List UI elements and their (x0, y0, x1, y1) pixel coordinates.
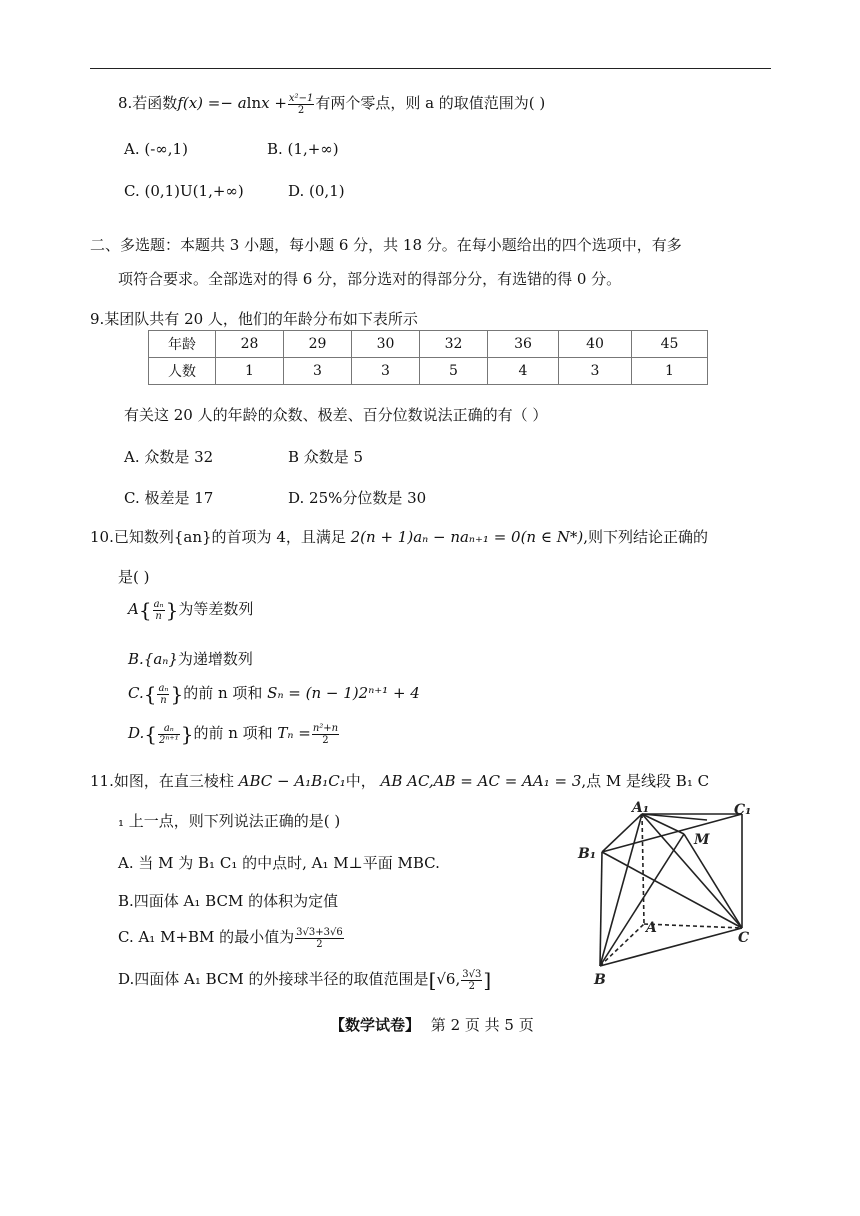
table-cell: 3 (284, 358, 352, 385)
table-cell: 4 (488, 358, 559, 385)
table-cell: 29 (284, 331, 352, 358)
label-m: M (694, 832, 710, 848)
q10-stem: 10.已知数列{an}的首项为 4，且满足 2(n + 1)aₙ − naₙ₊₁ = 0(n ∈ N*),则下列结论正确的 (90, 528, 708, 546)
q9-option-a: A. 众数是 32 (124, 448, 214, 466)
table-row (149, 358, 708, 385)
table-cell: 28 (216, 331, 284, 358)
table-cell: 36 (488, 331, 559, 358)
table-cell: 30 (352, 331, 420, 358)
q11-stem-end: ₁ 上一点，则下列说法正确的是( ) (118, 812, 341, 830)
q9-question: 有关这 20 人的年龄的众数、极差、百分位数说法正确的有（ ） (124, 406, 548, 424)
footer (330, 1014, 534, 1035)
age-distribution-table (148, 330, 708, 385)
label-a: A (646, 920, 657, 936)
section-2-line-2: 项符合要求。全部选对的得 6 分，部分选对的得部分分，有选错的得 0 分。 (118, 270, 622, 288)
table-cell: 32 (420, 331, 488, 358)
q8-option-a: A. (-∞,1) (124, 140, 188, 158)
q11-option-d: D.四面体 A₁ BCM 的外接球半径的取值范围是[√6, $\frac{3√3}{2}$ ] (118, 968, 492, 992)
table-row (149, 331, 708, 358)
q8-option-c: C. (0,1)U(1,+∞) (124, 182, 244, 200)
q11-option-c: C. A₁ M+BM 的最小值为 $\frac{3√3+3√6}{2}$ (118, 926, 343, 950)
table-cell: 45 (632, 331, 708, 358)
q11-stem: 11.如图，在直三棱柱 ABC − A₁B₁C₁中， AB AC,AB = AC = AA₁ = 3,点 M 是线段 B₁ C (90, 772, 710, 790)
q11-option-b: B.四面体 A₁ BCM 的体积为定值 (118, 892, 339, 910)
q9-option-b: B 众数是 5 (288, 448, 364, 466)
q10-option-a: A{ $\frac{\text{aₙ}}{n}$ }为等差数列 (128, 598, 254, 622)
label-b1: B₁ (578, 846, 596, 862)
q8-option-d: D. (0,1) (288, 182, 345, 200)
table-header-cell: 人数 (149, 358, 216, 385)
section-2-line-1: 二、多选题：本题共 3 小题，每小题 6 分，共 18 分。在每小题给出的四个选项中，有多 (90, 236, 682, 254)
q8-fraction: $\frac{\text{x²−1}}{2}$ (288, 92, 314, 116)
label-c1: C₁ (734, 802, 752, 818)
q8-stem: 8.若函数f(x) =− alnx + $\frac{\text{x²−1}}{2}$ 有两个零点，则 a 的取值范围为( ) (118, 92, 546, 116)
q9-stem: 9.某团队共有 20 人，他们的年龄分布如下表所示 (90, 310, 418, 328)
q10-option-c: C.{ $\frac{\text{aₙ}}{n}$ }的前 n 项和 Sₙ = (n − 1)2ⁿ⁺¹ + 4 (128, 682, 420, 706)
q9-option-c: C. 极差是 17 (124, 489, 214, 507)
table-cell: 1 (216, 358, 284, 385)
q9-option-d: D. 25%分位数是 30 (288, 489, 427, 507)
table-cell: 3 (352, 358, 420, 385)
label-b: B (594, 972, 606, 988)
footer-title: 【数学试卷】 (330, 1016, 421, 1034)
q10-option-d: D.{ $\frac{\text{aₙ}}{\text{2ⁿ⁺¹}}$ }的前 n 项和 Tₙ = $\frac{\text{n²+n}}{2}$ (128, 722, 339, 746)
prism-figure (572, 800, 762, 990)
q10-stem-end: 是( ) (118, 568, 150, 586)
table-header-cell: 年龄 (149, 331, 216, 358)
table-cell: 3 (559, 358, 632, 385)
q10-option-b: B.{aₙ}为递增数列 (128, 650, 253, 668)
q11-option-a: A. 当 M 为 B₁ C₁ 的中点时, A₁ M⊥平面 MBC. (118, 854, 440, 872)
page-number: 第 2 页 共 5 页 (430, 1016, 534, 1034)
label-a1: A₁ (632, 800, 649, 816)
table-cell: 40 (559, 331, 632, 358)
q8-option-b: B. (1,+∞) (267, 140, 339, 158)
header-rule (90, 68, 771, 69)
table-cell: 1 (632, 358, 708, 385)
table-cell: 5 (420, 358, 488, 385)
label-c: C (738, 930, 750, 946)
